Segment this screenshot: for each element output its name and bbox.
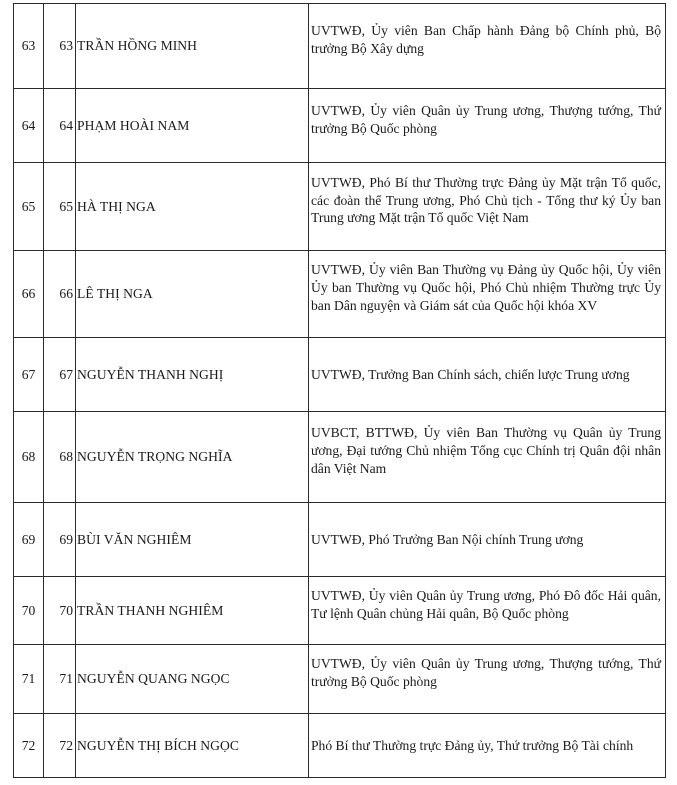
candidate-number-cell: 72 <box>44 714 76 778</box>
candidate-position-cell <box>309 645 666 714</box>
table-row <box>14 503 666 577</box>
position-text: UVTWĐ, Ủy viên Quân ủy Trung ương, Phó Đô đốc Hải quân, Tư lệnh Quân chủng Hải quân, Bộ Quốc phòng <box>311 587 661 621</box>
position-text: UVTWĐ, Ủy viên Quân ủy Trung ương, Thượng tướng, Thứ trưởng Bộ Quốc phòng <box>311 102 661 136</box>
candidate-position-cell <box>309 577 666 645</box>
candidate-name-cell: NGUYỄN QUANG NGỌC <box>76 645 309 714</box>
row-index-cell: 64 <box>14 89 44 163</box>
candidate-number-cell: 66 <box>44 251 76 338</box>
row-index-cell: 68 <box>14 412 44 503</box>
table-row <box>14 163 666 251</box>
candidate-position-cell <box>309 251 666 338</box>
row-index-cell: 72 <box>14 714 44 778</box>
candidate-position-cell <box>309 338 666 412</box>
candidate-number-cell: 68 <box>44 412 76 503</box>
position-text: UVBCT, BTTWĐ, Ủy viên Ban Thường vụ Quân ủy Trung ương, Đại tướng Chủ nhiệm Tổng cục Chính trị Quân đội nhân dân Việt Nam <box>311 425 661 476</box>
table-row <box>14 89 666 163</box>
roster-table <box>13 3 666 778</box>
candidate-name-cell: NGUYỄN TRỌNG NGHĨA <box>76 412 309 503</box>
candidate-number-cell: 65 <box>44 163 76 251</box>
row-index-cell: 70 <box>14 577 44 645</box>
candidate-name-cell: LÊ THỊ NGA <box>76 251 309 338</box>
candidate-position-cell <box>309 4 666 89</box>
row-index-cell: 63 <box>14 4 44 89</box>
candidate-position-cell <box>309 163 666 251</box>
row-index-cell: 65 <box>14 163 44 251</box>
candidate-number-cell: 71 <box>44 645 76 714</box>
candidate-position-cell <box>309 503 666 577</box>
candidate-position-cell <box>309 89 666 163</box>
position-text: UVTWĐ, Trưởng Ban Chính sách, chiến lược Trung ương <box>311 366 630 382</box>
position-text: UVTWĐ, Phó Trưởng Ban Nội chính Trung ương <box>311 531 584 547</box>
candidate-position-cell <box>309 412 666 503</box>
row-index-cell: 66 <box>14 251 44 338</box>
candidate-name-cell: TRẦN THANH NGHIÊM <box>76 577 309 645</box>
table-row <box>14 338 666 412</box>
candidate-name-cell: BÙI VĂN NGHIÊM <box>76 503 309 577</box>
candidate-number-cell: 64 <box>44 89 76 163</box>
row-index-cell: 67 <box>14 338 44 412</box>
candidate-name-cell: NGUYỄN THỊ BÍCH NGỌC <box>76 714 309 778</box>
table-row <box>14 4 666 89</box>
table-row <box>14 645 666 714</box>
candidate-number-cell: 69 <box>44 503 76 577</box>
candidate-position-cell <box>309 714 666 778</box>
candidate-number-cell: 67 <box>44 338 76 412</box>
table-row <box>14 577 666 645</box>
table-row <box>14 412 666 503</box>
candidate-name-cell: HÀ THỊ NGA <box>76 163 309 251</box>
position-text: Phó Bí thư Thường trực Đảng ủy, Thứ trưởng Bộ Tài chính <box>311 737 634 753</box>
table-row <box>14 251 666 338</box>
candidate-number-cell: 63 <box>44 4 76 89</box>
candidate-name-cell: PHẠM HOÀI NAM <box>76 89 309 163</box>
position-text: UVTWĐ, Phó Bí thư Thường trực Đảng ủy Mặt trận Tổ quốc, các đoàn thể Trung ương, Phó Chủ tịch - Tổng thư ký Ủy ban Trung ương Mặt trận Tổ quốc Việt Nam <box>311 174 661 226</box>
candidate-number-cell: 70 <box>44 577 76 645</box>
table-row <box>14 714 666 778</box>
row-index-cell: 69 <box>14 503 44 577</box>
candidate-name-cell: TRẦN HỒNG MINH <box>76 4 309 89</box>
row-index-cell: 71 <box>14 645 44 714</box>
candidate-name-cell: NGUYỄN THANH NGHỊ <box>76 338 309 412</box>
position-text: UVTWĐ, Ủy viên Ban Thường vụ Đảng ủy Quốc hội, Ủy viên Ủy ban Thường vụ Quốc hội, Phó Chủ nhiệm Thường trực Ủy ban Dân nguyện và Giám sát của Quốc hội khóa XV <box>311 262 661 313</box>
position-text: UVTWĐ, Ủy viên Quân ủy Trung ương, Thượng tướng, Thứ trưởng Bộ Quốc phòng <box>311 656 661 689</box>
position-text: UVTWĐ, Ủy viên Ban Chấp hành Đảng bộ Chính phủ, Bộ trưởng Bộ Xây dựng <box>311 23 661 56</box>
